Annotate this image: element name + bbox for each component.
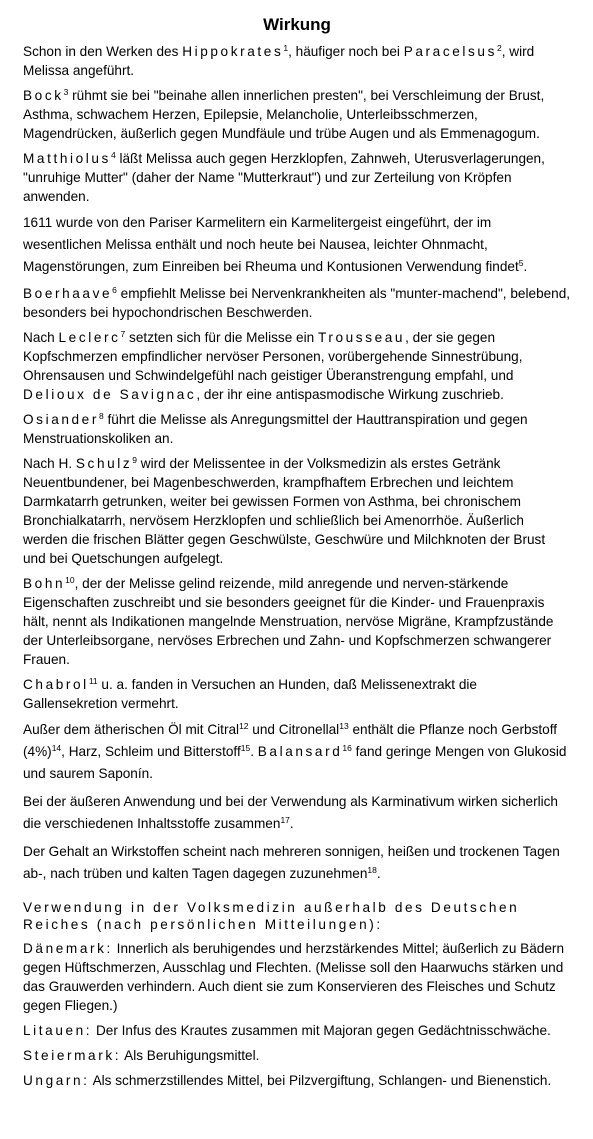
author-name: Bohn: [23, 576, 66, 591]
paragraph-matthiolus: [23, 149, 571, 206]
text: Als schmerzstillendes Mittel, bei Pilzvergiftung, Schlangen- und Bienenstich.: [89, 1073, 552, 1088]
text: und Citronellal: [248, 722, 340, 737]
text: 1611 wurde von den Pariser Karmelitern ein Karmelitergeist eingeführt, der im wesentlichen Melissa enthält und noch heute bei Nausea, leichter Ohnmacht, Magenstörungen, zum Einreiben bei Rheuma und Kontusionen Verwendung findet: [23, 215, 519, 274]
footnote-ref: 13: [339, 721, 349, 731]
country-name: Litauen:: [23, 1023, 93, 1038]
author-name: Hippokrates: [182, 44, 284, 59]
text: empfiehlt Melisse bei Nervenkrankheiten als "munter-machend", belebend, besonders bei hypochondrischen Beschwerden.: [23, 286, 571, 320]
footnote-ref: 3: [63, 87, 69, 97]
paragraph-karmeliter: [23, 212, 571, 278]
country-entry: [23, 939, 571, 1015]
paragraph-inhaltsstoffe: [23, 719, 571, 785]
text: .: [523, 259, 528, 274]
text: wird der Melissentee in der Volksmedizin als erstes Getränk Neuentbundener, bei Magenbeschwerden, krampfhaftem Erbrechen und leichtem Darmkatarrh getrunken, weiter bei gewissen Formen von Asthma, bei chronischem Bronchialkatarrh, nervösem Herzklopfen und schließlich bei Amenorrhöe. Äußerlich werden die frischen Blätter gegen Geschwülste, Geschwüre und Milchknoten der Brust und bei Quetschungen aufgelegt.: [23, 456, 546, 566]
author-name: Osiander: [23, 412, 99, 427]
author-name: Chabrol: [23, 677, 89, 692]
paragraph-leclerc: [23, 328, 571, 404]
footnote-ref: 2: [496, 43, 502, 53]
text: , der sie gegen Kopfschmerzen empfindlicher nervöser Personen, vorübergehende Sinnestrübung, Ohrensausen und Schwindelgefühl nach geistiger Überanstrengung empfahl, und: [23, 330, 523, 383]
footnote-ref: 7: [120, 329, 126, 339]
footnote-ref: 15: [240, 743, 251, 753]
country-name: Dänemark:: [23, 941, 113, 956]
text: rühmt sie bei "beinahe allen innerlichen presten", bei Verschleimung der Brust, Asthma, schwachem Herzen, Epilepsie, Melancholie, Unterleibsschmerzen, Magendrücken, äußerlich gegen Mundfäule und trübe Augen und als Emmenagogum.: [23, 88, 545, 141]
paragraph-wirkstoffgehalt: [23, 841, 571, 885]
text: Innerlich als beruhigendes und herzstärkendes Mittel; äußerlich zu Bädern gegen Hüftschmerzen, Ausschlag und Flechten. (Melisse soll den Haarwuchs stärken und das Grauwerden verhindern. Auch dient sie zum Konservieren des Fleisches und Schutz gegen Fliegen.): [23, 941, 564, 1013]
text: Der Infus des Krautes zusammen mit Majoran gegen Gedächtnisschwäche.: [92, 1023, 551, 1038]
text: u. a. fanden in Versuchen an Hunden, daß Melissenextrakt die Gallensekretion vermehrt.: [23, 677, 477, 711]
text: läßt Melissa auch gegen Herzklopfen, Zahnweh, Uterusverlagerungen, "unruhige Mutter" (daher der Name "Mutterkraut") und zur Zerteilung von Kröpfen anwenden.: [23, 151, 545, 204]
paragraph-bohn: [23, 574, 571, 669]
footnote-ref: 4: [110, 150, 116, 160]
footnote-ref: 8: [98, 411, 104, 421]
paragraph-anwendung: [23, 791, 571, 835]
country-name: Ungarn:: [23, 1073, 90, 1088]
paragraph-boerhaave: [23, 284, 571, 322]
text: Schon in den Werken des: [23, 44, 183, 59]
text: führt die Melisse als Anregungsmittel der Hauttranspiration und gegen Menstruationskoliken an.: [23, 412, 528, 446]
footnote-ref: 18: [367, 865, 377, 875]
text: , der der Melisse gelind reizende, mild anregende und nerven-stärkende Eigenschaften zuschreibt und sie besonders geeignet für die Kinder- und Frauenpraxis hält, nennt als Indikationen mangelnde Menstruation, nervöse Migräne, Krampfzustände der Unterleibsorgane, nervöses Erbrechen und Zahn- und Kopfschmerzen schwangerer Frauen.: [23, 576, 554, 667]
footnote-ref: 5: [518, 258, 524, 268]
text: Außer dem ätherischen Öl mit Citral: [23, 722, 240, 737]
text: Nach H.: [23, 456, 76, 471]
paragraph-schulz: [23, 454, 571, 568]
text: , der ihr eine antispasmodische Wirkung zuschrieb.: [196, 387, 504, 402]
country-entry: [23, 1071, 571, 1090]
document-page: [23, 14, 571, 1096]
author-name: Paracelsus: [403, 44, 497, 59]
text: Der Gehalt an Wirkstoffen scheint nach mehreren sonnigen, heißen und trockenen Tagen ab-, nach trüben und kalten Tagen dagegen zuzunehmen: [23, 844, 560, 881]
author-name: Bock: [23, 88, 64, 103]
author-name: Boerhaave: [23, 286, 113, 301]
footnote-ref: 16: [342, 743, 352, 753]
country-entry: [23, 1021, 571, 1040]
text: Als Beruhigungsmittel.: [121, 1048, 260, 1063]
author-name: Delioux de Savignac: [23, 387, 197, 402]
footnote-ref: 10: [65, 575, 75, 585]
paragraph-chabrol: [23, 675, 571, 713]
text: fand geringe Mengen von Glukosid und saurem Saponín.: [23, 744, 567, 781]
country-name: Steiermark:: [23, 1048, 122, 1063]
section-title: Wirkung: [263, 15, 331, 34]
author-name: Leclerc: [58, 330, 121, 345]
text: , häufiger noch bei: [288, 44, 404, 59]
text: .: [289, 816, 294, 831]
text: .: [250, 744, 258, 759]
author-name: Schulz: [75, 456, 133, 471]
text: , Harz, Schleim und Bitterstoff: [61, 744, 241, 759]
footnote-ref: 17: [280, 815, 290, 825]
footnote-ref: 12: [239, 721, 249, 731]
text: enthält die Pflanze noch Gerbstoff (4%): [23, 722, 558, 759]
section-heading-volksmedizin: Verwendung in der Volksmedizin außerhalb des Deutschen Reiches (nach persönlichen Mitteilungen):: [23, 900, 520, 932]
paragraph-osiander: [23, 410, 571, 448]
footnote-ref: 6: [112, 285, 117, 295]
text: Bei der äußeren Anwendung und bei der Verwendung als Karminativum wirken sicherlich die verschiedenen Inhaltsstoffe zusammen: [23, 794, 558, 831]
footnote-ref: 11: [88, 676, 98, 686]
footnote-ref: 9: [132, 455, 138, 465]
author-name: Balansard: [257, 744, 343, 759]
author-name: Matthiolus: [23, 151, 111, 166]
paragraph-bock: [23, 86, 571, 143]
paragraph-hippokrates: [23, 42, 571, 80]
country-entry: [23, 1046, 571, 1065]
text: , wird Melissa angeführt.: [23, 44, 535, 78]
author-name: Trousseau: [317, 330, 406, 345]
text: Nach: [23, 330, 59, 345]
text: .: [376, 866, 381, 881]
text: setzten sich für die Melisse ein: [125, 330, 318, 345]
footnote-ref: 14: [51, 743, 62, 753]
footnote-ref: 1: [283, 43, 289, 53]
